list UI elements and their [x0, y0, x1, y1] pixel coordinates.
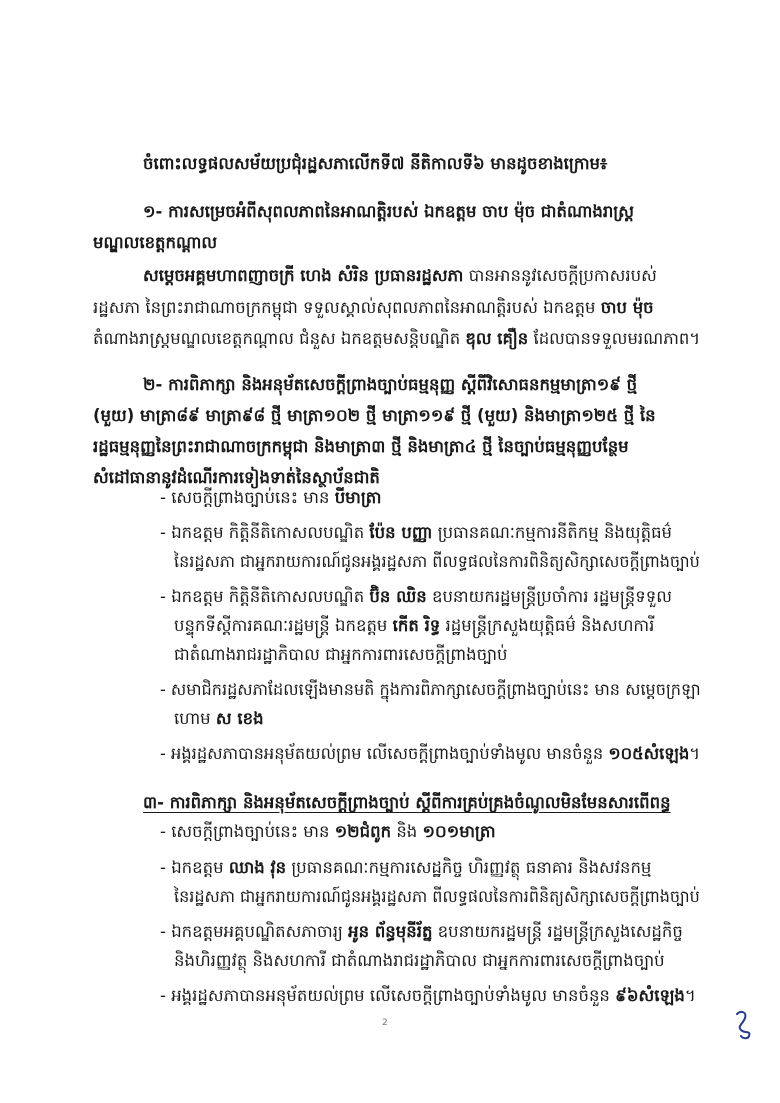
- page-number: 2: [382, 1018, 388, 1028]
- bullet-text: ។: [684, 986, 696, 1005]
- vote-count: ១០៥សំឡេង: [608, 744, 690, 763]
- bullet-text: - ឯកឧត្តមអគ្គបណ្ឌិតសភាចារ្យ: [160, 922, 349, 941]
- bullet-text: - ឯកឧត្តម: [160, 858, 229, 877]
- section2-bullet-4-line2: [174, 706, 264, 732]
- para-text: ដែលបានទទួលមរណភាព។: [528, 329, 701, 348]
- bullet-text: - ឯកឧត្តម កិត្តិនីតិកោសលបណ្ឌិត: [160, 523, 370, 542]
- bullet-text: ប្រធានគណៈកម្មការនីតិកម្ម និងយុត្តិធម៌: [432, 523, 673, 542]
- bullet-text: ឧបនាយករដ្ឋមន្ត្រី រដ្ឋមន្ត្រីក្រសួងសេដ្ឋកិច្ច: [432, 922, 683, 941]
- section1-para-line3: [93, 326, 700, 352]
- section2-bullet-1: [160, 485, 382, 511]
- section2-title-line3: រដ្ឋធម្មនុញ្ញនៃព្រះរាជាណាចក្រកម្ពុជា និងមាត្រា៣ ថ្មី និងមាត្រា៤ ថ្មី នៃច្បាប់ធម្មនុញ្ញបន្ថែម: [93, 437, 629, 456]
- section2-bullet-5: [160, 741, 700, 767]
- person-name: កើត រិទ្ធ: [392, 616, 441, 635]
- bullet-text: រដ្ឋមន្ត្រីក្រសួងយុត្តិធម៌ និងសហការី: [440, 616, 655, 635]
- bullet-text: ។: [689, 744, 701, 763]
- section1-title-line1: ១- ការសម្រេចអំពីសុពលភាពនៃអាណត្តិរបស់ ឯកឧត្តម ចាប ម៉ុច ជាតំណាងរាស្ត្រ: [143, 202, 634, 221]
- bullet-text: ហោម: [174, 709, 216, 728]
- bullet-highlight: ១២ជំពូក: [334, 822, 392, 841]
- person-name: ប៉ែន បញ្ញា: [369, 523, 433, 542]
- section2-bullet-4-line1: - សមាជិករដ្ឋសភាដែលឡើងមានមតិ ក្នុងការពិភាក្សាសេចក្តីព្រាងច្បាប់នេះ មាន សម្តេចក្រឡា: [160, 680, 701, 699]
- section3-bullet-3-line2: និងហិរញ្ញវត្ថុ និងសហការី ជាតំណាងរាជរដ្ឋាភិបាល ជាអ្នកការពារសេចក្តីព្រាងច្បាប់: [174, 951, 665, 970]
- bullet-text: ប្រធានគណៈកម្មការសេដ្ឋកិច្ច ហិរញ្ញវត្ថុ ធនាគារ និងសវនកម្ម: [286, 858, 652, 877]
- section2-bullet-3-line2: [174, 613, 654, 639]
- person-name: ឌុល គឿន: [465, 329, 529, 348]
- section2-title-line4: សំដៅធានានូវដំណើរការទៀងទាត់នៃស្ថាប័នជាតិ: [93, 468, 380, 487]
- section1-para-line2: [93, 295, 654, 321]
- bullet-highlight: បីមាត្រា: [334, 488, 382, 507]
- section2-bullet-3-line3: ជាតំណាងរាជរដ្ឋាភិបាល ជាអ្នកការពារសេចក្តីព្រាងច្បាប់: [174, 645, 508, 664]
- para-text: បានអាននូវសេចក្តីប្រកាសរបស់: [463, 266, 657, 285]
- bullet-text: - ឯកឧត្តម កិត្តិនីតិកោសលបណ្ឌិត: [160, 587, 370, 606]
- bullet-text: បន្ទុកទីស្តីការគណៈរដ្ឋមន្ត្រី ឯកឧត្តម: [174, 616, 393, 635]
- person-name: ឈាង វុន: [228, 858, 287, 877]
- section2-title-line1: ២- ការពិភាក្សា និងអនុម័តសេចក្តីព្រាងច្បាប់ធម្មនុញ្ញ ស្តីពីវិសោធនកម្មមាត្រា១៩ ថ្មី: [143, 375, 638, 394]
- bullet-text: - អង្គរដ្ឋសភាបានអនុម័តយល់ព្រម លើសេចក្តីព្រាងច្បាប់ទាំងមូល មានចំនួន: [160, 744, 609, 763]
- section1-title-line2: មណ្ឌលខេត្តកណ្តាល: [93, 233, 218, 252]
- section2-bullet-2-line2: នៃរដ្ឋសភា ជាអ្នករាយការណ៍ជូនអង្គរដ្ឋសភា ពីលទ្ធផលនៃការពិនិត្យសិក្សាសេចក្តីព្រាងច្បាប់: [174, 552, 700, 571]
- section2-bullet-3-line1: [160, 584, 672, 610]
- para-text: រដ្ឋសភា នៃព្រះរាជាណាចក្រកម្ពុជា ទទួលស្គាល់សុពលភាពនៃអាណត្តិរបស់ ឯកឧត្តម: [93, 298, 601, 317]
- intro-heading: ចំពោះលទ្ធផលសម័យប្រជុំរដ្ឋសភាលើកទី៧ នីតិកាលទី៦ មានដូចខាងក្រោម៖: [143, 154, 608, 173]
- section3-bullet-3-line1: [160, 919, 683, 945]
- person-name: អូន ព័ន្ធមុនីរ័ត្ន: [348, 922, 433, 941]
- para-text: តំណាងរាស្ត្រមណ្ឌលខេត្តកណ្តាល ជំនួស ឯកឧត្តមសន្តិបណ្ឌិត: [93, 329, 466, 348]
- bullet-text: ឧបនាយករដ្ឋមន្ត្រីប្រចាំការ រដ្ឋមន្ត្រីទទួល: [426, 587, 672, 606]
- vote-count: ៩៦សំឡេង: [615, 986, 685, 1005]
- section3-bullet-2-line2: នៃរដ្ឋសភា ជាអ្នករាយការណ៍ជូនអង្គរដ្ឋសភា ពីលទ្ធផលនៃការពិនិត្យសិក្សាសេចក្តីព្រាងច្បាប់: [174, 887, 700, 906]
- bullet-text: - សេចក្តីព្រាងច្បាប់នេះ មាន: [160, 488, 335, 507]
- bullet-text: - សេចក្តីព្រាងច្បាប់នេះ មាន: [160, 822, 335, 841]
- section3-title: ៣- ការពិភាក្សា និងអនុម័តសេចក្តីព្រាងច្បាប់ ស្តីពីការគ្រប់គ្រងចំណូលមិនមែនសារពើពន្ធ: [143, 793, 671, 812]
- section3-bullet-1: [160, 819, 496, 845]
- bullet-text: និង: [391, 822, 423, 841]
- person-name: ប៊ិន ឈិន: [369, 587, 427, 606]
- speaker-name: សម្តេចអគ្គមហាពញាចក្រី ហេង សំរិន ប្រធានរដ្ឋសភា: [143, 266, 464, 285]
- bullet-highlight: ១០១មាត្រា: [422, 822, 496, 841]
- handwritten-initial-icon: [733, 1008, 755, 1040]
- section2-bullet-2-line1: [160, 520, 672, 546]
- section2-title-line2: (មួយ) មាត្រា៨៩ មាត្រា៩៨ ថ្មី មាត្រា១០២ ថ្មី មាត្រា១១៩ ថ្មី (មួយ) និងមាត្រា១២៥ ថ្មី នៃ: [93, 406, 656, 425]
- section3-bullet-4: [160, 983, 696, 1009]
- section3-bullet-2-line1: [160, 855, 651, 881]
- person-name: ស ខេង: [215, 709, 264, 728]
- bullet-text: - អង្គរដ្ឋសភាបានអនុម័តយល់ព្រម លើសេចក្តីព្រាងច្បាប់ទាំងមូល មានចំនួន: [160, 986, 616, 1005]
- person-name: ចាប ម៉ុច: [600, 298, 654, 317]
- section1-para-line1: [143, 263, 657, 289]
